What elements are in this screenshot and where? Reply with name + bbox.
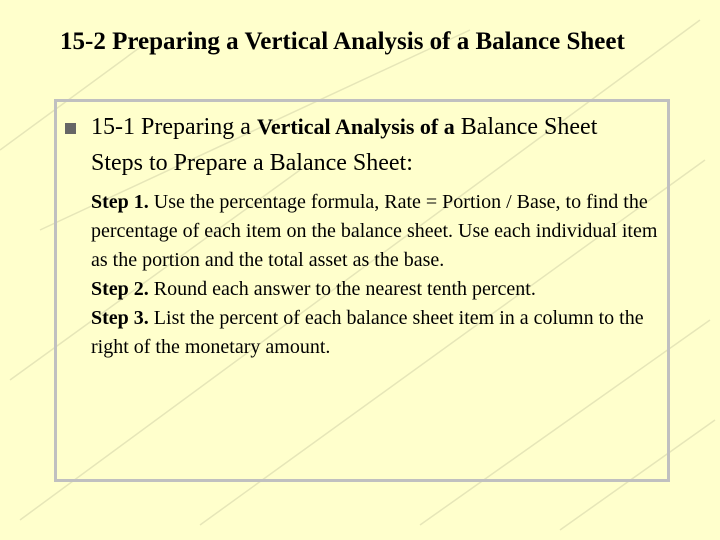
bullet-heading bbox=[91, 112, 597, 142]
steps-list bbox=[91, 188, 666, 362]
heading-part-2: Vertical Analysis of a bbox=[256, 114, 455, 139]
step-2 bbox=[91, 275, 666, 304]
slide-title: 15-2 Preparing a Vertical Analysis of a Balance Sheet bbox=[60, 28, 625, 55]
step-1-label: Step 1. bbox=[91, 191, 149, 213]
heading-part-3: Balance Sheet bbox=[454, 114, 598, 140]
step-3-label: Step 3. bbox=[91, 307, 149, 329]
square-bullet-icon bbox=[65, 123, 76, 134]
step-1-text: Use the percentage formula, Rate = Portion / Base, to find the percentage of each item on the balance sheet. Use each individual item as the portion and the total asset as the base. bbox=[91, 191, 658, 271]
step-3 bbox=[91, 304, 666, 362]
step-3-text: List the percent of each balance sheet item in a column to the right of the monetary amount. bbox=[91, 307, 644, 358]
content-box bbox=[54, 99, 670, 482]
step-1 bbox=[91, 188, 666, 275]
step-2-text: Round each answer to the nearest tenth percent. bbox=[148, 278, 536, 300]
step-2-label: Step 2. bbox=[91, 278, 149, 300]
steps-subheading: Steps to Prepare a Balance Sheet: bbox=[91, 150, 413, 176]
heading-part-1: 15-1 Preparing a bbox=[91, 114, 257, 140]
